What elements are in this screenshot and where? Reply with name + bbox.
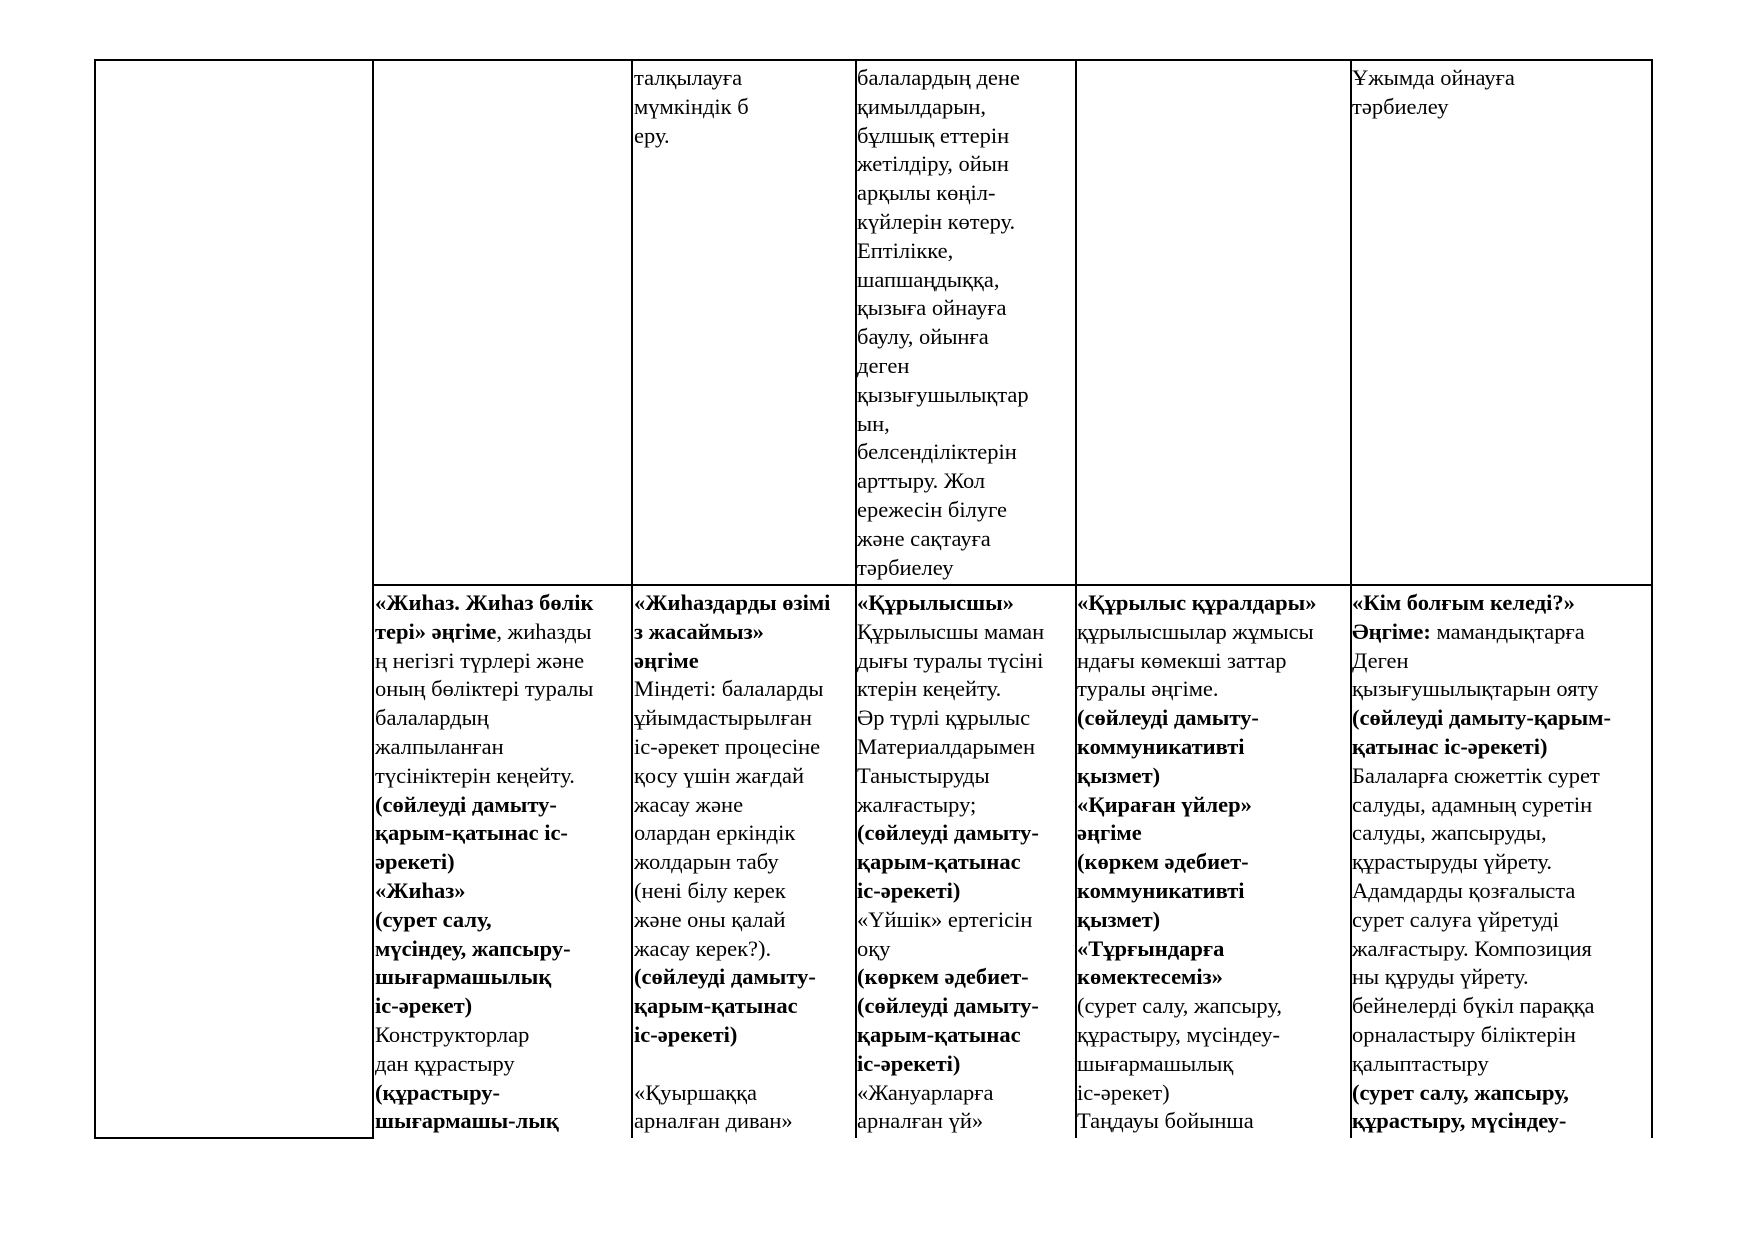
- text: Деген: [1352, 647, 1409, 673]
- bold-text: «Қираған үйлер»: [1077, 791, 1252, 817]
- text-line: [634, 1079, 854, 1108]
- text-line: [1077, 733, 1349, 762]
- text: қалыптастыру: [1352, 1050, 1489, 1076]
- text: түсініктерін кеңейту.: [375, 762, 575, 788]
- bold-text: мүсіндеу, жапсыру-: [375, 935, 571, 961]
- text-line: [375, 647, 630, 676]
- text-line: [857, 906, 1074, 935]
- text: тәрбиелеу: [1352, 93, 1449, 119]
- text-line: [375, 992, 630, 1021]
- bold-text: әңгіме: [1077, 820, 1142, 846]
- text-line: [634, 618, 854, 647]
- text: дығы туралы түсіні: [857, 647, 1044, 673]
- text-line: [375, 1079, 630, 1108]
- bold-text: (сөйлеуді дамыту-: [857, 820, 1039, 846]
- bold-text: әрекеті): [375, 849, 455, 875]
- text-line: [857, 1021, 1074, 1050]
- text: ұйымдастырылған: [634, 705, 812, 731]
- activity-cell-row2-col2: [375, 589, 630, 1138]
- bold-text: (сөйлеуді дамыту-: [634, 964, 816, 990]
- text: жолдарын табу: [634, 849, 779, 875]
- text: ережесін білуге: [857, 496, 1008, 522]
- text-line: [857, 266, 1073, 295]
- first-column-bottom-border: [94, 1137, 374, 1139]
- text: оқу: [857, 935, 891, 961]
- bold-text: қызмет): [1077, 906, 1161, 932]
- activity-cell-row1-col3: [634, 64, 852, 582]
- text-line: [1352, 992, 1650, 1021]
- bold-text: коммуникативті: [1077, 877, 1245, 903]
- bold-text: құрастыру, мүсіндеу-: [1352, 1108, 1567, 1134]
- text-line: [375, 1050, 630, 1079]
- text-line: [1077, 675, 1349, 704]
- text-line: [1077, 877, 1349, 906]
- bold-text: (сөйлеуді дамыту-қарым-: [1352, 705, 1611, 731]
- text-line: [1352, 791, 1650, 820]
- text: жалпыланған: [375, 733, 504, 759]
- table-left-border: [94, 59, 96, 1139]
- bold-text: з жасаймыз»: [634, 618, 764, 644]
- text-line: [634, 819, 854, 848]
- bold-text: (сөйлеуді дамыту-: [375, 791, 557, 817]
- text: ң негізгі түрлері және: [375, 647, 585, 673]
- column-divider-1: [372, 59, 374, 1139]
- text-line: [1077, 762, 1349, 791]
- text: туралы әңгіме.: [1077, 676, 1219, 702]
- text: арттыру. Жол: [857, 468, 986, 494]
- text-line: [634, 647, 854, 676]
- text: қимылдарын,: [857, 93, 987, 119]
- text-line: [857, 64, 1073, 93]
- text-line: [1352, 848, 1650, 877]
- text-line: [634, 704, 854, 733]
- text-line: [1352, 963, 1650, 992]
- text: және сақтауға: [857, 525, 991, 551]
- text-line: [857, 675, 1074, 704]
- text-line: [1352, 877, 1650, 906]
- text: орналастыру біліктерін: [1352, 1021, 1576, 1047]
- text-line: [857, 352, 1073, 381]
- bold-text: коммуникативті: [1077, 733, 1245, 759]
- text-line: [1352, 64, 1649, 93]
- text-line: [857, 704, 1074, 733]
- text-line: [375, 963, 630, 992]
- text: Балаларға сюжеттік сурет: [1352, 762, 1600, 788]
- text: шапшаңдыққа,: [857, 266, 1000, 292]
- text-line: [857, 93, 1073, 122]
- text: бұлшық еттерін: [857, 122, 1010, 148]
- text: жалғастыру;: [857, 791, 977, 817]
- text: мамандықтарға: [1430, 618, 1585, 644]
- text: олардан еркіндік: [634, 820, 796, 846]
- text: балалардың дене: [857, 65, 1020, 90]
- text-line: [1077, 963, 1349, 992]
- bold-text: қарым-қатынас: [857, 1021, 1021, 1047]
- text-line: [1077, 647, 1349, 676]
- text: қызығушылықтарын ояту: [1352, 676, 1599, 702]
- bold-text: (құрастыру-: [375, 1079, 501, 1105]
- text-line: [375, 877, 630, 906]
- text-line: [857, 647, 1074, 676]
- text: Таңдауы бойынша: [1077, 1108, 1254, 1134]
- text-line: [1352, 935, 1650, 964]
- activity-cell-row1-col6: [1352, 64, 1649, 582]
- bold-text: іс-әрекеті): [857, 1050, 961, 1076]
- text-line: [857, 150, 1073, 179]
- text-line: [634, 64, 852, 93]
- bold-text: іс-әрекет): [375, 993, 473, 1019]
- text-line: [634, 791, 854, 820]
- text: Құрылысшы маман: [857, 618, 1045, 644]
- text-line: [1077, 1050, 1349, 1079]
- text: «Қуыршаққа: [634, 1079, 758, 1105]
- text: Ептілікке,: [857, 237, 954, 263]
- text-line: [857, 589, 1074, 618]
- text-line: [375, 935, 630, 964]
- text-line: [1077, 906, 1349, 935]
- text: қызығушылықтар: [857, 381, 1029, 407]
- text-line: [634, 762, 854, 791]
- text-line: [634, 963, 854, 992]
- text-line: [1077, 618, 1349, 647]
- bold-text: «Жиһаздарды өзімі: [634, 590, 831, 615]
- text: дан құрастыру: [375, 1050, 515, 1076]
- text-line: [857, 618, 1074, 647]
- text-line: [1077, 704, 1349, 733]
- text: балалардың: [375, 705, 489, 731]
- bold-text: «Жиһаз»: [375, 877, 466, 903]
- text: жасау керек?).: [634, 935, 772, 961]
- text-line: [375, 762, 630, 791]
- text-line: [1077, 992, 1349, 1021]
- text-line: [375, 1021, 630, 1050]
- text-line: [1352, 819, 1650, 848]
- text: арқылы көңіл-: [857, 180, 996, 206]
- text-line: [375, 733, 630, 762]
- text: іс-әрекет): [1077, 1079, 1170, 1105]
- text-line: [857, 410, 1073, 439]
- text-line: [857, 179, 1073, 208]
- text-line: [1077, 1021, 1349, 1050]
- text: Ұжымда ойнауға: [1352, 65, 1515, 90]
- text-line: [857, 122, 1073, 151]
- text: қызыға ойнауға: [857, 295, 1007, 321]
- text-line: [1077, 1107, 1349, 1136]
- bold-text: тері» әңгіме: [375, 618, 497, 644]
- activity-cell-row1-col4: [857, 64, 1073, 582]
- text-line: [375, 675, 630, 704]
- text: жасау және: [634, 791, 744, 817]
- text-line: [857, 208, 1073, 237]
- text-line: [857, 525, 1073, 554]
- text: арналған үй»: [857, 1108, 984, 1134]
- text-line: [1352, 1021, 1650, 1050]
- text: жетілдіру, ойын: [857, 151, 1009, 177]
- text-line: [1077, 589, 1349, 618]
- table-top-border: [94, 59, 1653, 61]
- text-line: [857, 762, 1074, 791]
- text: шығармашылық: [1077, 1050, 1234, 1076]
- text-line: [857, 848, 1074, 877]
- bold-text: (сөйлеуді дамыту-: [857, 993, 1039, 1019]
- text-line: [1352, 733, 1650, 762]
- text-line: [857, 1107, 1074, 1136]
- text-line: [1077, 1079, 1349, 1108]
- text: сурет салуға үйретуді: [1352, 906, 1559, 932]
- bold-text: (көркем әдебиет-: [1077, 849, 1249, 875]
- bold-text: «Кім болғым келеді?»: [1352, 590, 1575, 615]
- text: тәрбиелеу: [857, 554, 954, 580]
- text: баулу, ойынға: [857, 324, 989, 350]
- activity-cell-row2-col4: [857, 589, 1074, 1138]
- text-line: [857, 381, 1073, 410]
- text-line: [857, 237, 1073, 266]
- text-line: [634, 93, 852, 122]
- text: Конструкторлар: [375, 1021, 530, 1047]
- text-line: [857, 1050, 1074, 1079]
- text-line: [857, 323, 1073, 352]
- text-line: [634, 675, 854, 704]
- text: Материалдарымен: [857, 733, 1036, 759]
- bold-text: қарым-қатынас: [634, 993, 798, 1019]
- bold-text: қарым-қатынас: [857, 849, 1021, 875]
- text: Таныстыруды: [857, 762, 990, 788]
- text-line: [634, 848, 854, 877]
- text-line: [634, 589, 854, 618]
- text: мүмкіндік б: [634, 93, 749, 119]
- text: бейнелерді бүкіл параққа: [1352, 993, 1595, 1019]
- text-line: [634, 992, 854, 1021]
- text-line: [634, 1050, 854, 1079]
- text-line: [375, 589, 630, 618]
- text: қосу үшін жағдай: [634, 762, 805, 788]
- text: құрастыру, мүсіндеу-: [1077, 1021, 1280, 1047]
- bold-text: шығармашылық: [375, 964, 552, 990]
- text-line: [1352, 1079, 1650, 1108]
- text-line: [1077, 935, 1349, 964]
- text-line: [1352, 762, 1650, 791]
- bold-text: «Құрылыс құралдары»: [1077, 590, 1317, 615]
- text: және оны қалай: [634, 906, 786, 932]
- bold-text: көмектесеміз»: [1077, 964, 1223, 990]
- column-divider-2: [631, 59, 633, 1138]
- text-line: [634, 877, 854, 906]
- text-line: [634, 906, 854, 935]
- text-line: [634, 733, 854, 762]
- text-line: [375, 618, 630, 647]
- bold-text: (сурет салу, жапсыру,: [1352, 1079, 1569, 1105]
- text-line: [375, 791, 630, 820]
- text-line: [1352, 618, 1650, 647]
- bold-text: «Тұрғындарға: [1077, 935, 1225, 961]
- text: арналған диван»: [634, 1108, 793, 1134]
- bold-text: Әңгіме:: [1352, 618, 1431, 644]
- text: «Үйшік» ертегісін: [857, 906, 1033, 932]
- text-line: [634, 1107, 854, 1136]
- bold-text: (көркем әдебиет-: [857, 964, 1029, 990]
- text-line: [857, 877, 1074, 906]
- text-line: [1352, 675, 1650, 704]
- activity-cell-row2-col5: [1077, 589, 1349, 1138]
- text-line: [375, 906, 630, 935]
- text-line: [1352, 647, 1650, 676]
- text: Адамдарды қозғалыста: [1352, 877, 1576, 903]
- text-line: [857, 963, 1074, 992]
- text: оның бөліктері туралы: [375, 676, 594, 702]
- bold-text: іс-әрекеті): [634, 1021, 738, 1047]
- text-line: [1352, 1107, 1650, 1136]
- text-line: [375, 819, 630, 848]
- row-divider: [373, 584, 1653, 586]
- bold-text: «Жиһаз. Жиһаз бөлік: [375, 590, 594, 615]
- text-line: [857, 1079, 1074, 1108]
- text-line: [634, 935, 854, 964]
- bold-text: қызмет): [1077, 762, 1161, 788]
- text-line: [1352, 906, 1650, 935]
- text: «Жануарларға: [857, 1079, 994, 1105]
- text-line: [857, 819, 1074, 848]
- text: ын,: [857, 410, 890, 436]
- bold-text: қарым-қатынас іс-: [375, 820, 568, 846]
- bold-text: әңгіме: [634, 647, 699, 673]
- bold-text: (сөйлеуді дамыту-: [1077, 705, 1259, 731]
- text: (нені білу керек: [634, 877, 786, 903]
- bold-text: шығармашы-лық: [375, 1108, 559, 1134]
- text: іс-әрекет процесіне: [634, 733, 821, 759]
- text-line: [857, 554, 1073, 582]
- text-line: [634, 122, 852, 151]
- text-line: [1077, 848, 1349, 877]
- text: салуды, жапсыруды,: [1352, 820, 1547, 846]
- text: ндағы көмекші заттар: [1077, 647, 1287, 673]
- text-line: [1077, 791, 1349, 820]
- bold-text: іс-әрекеті): [857, 877, 961, 903]
- text-line: [857, 294, 1073, 323]
- text: деген: [857, 352, 910, 378]
- text-line: [857, 438, 1073, 467]
- text-line: [857, 733, 1074, 762]
- text: жалғастыру. Композиция: [1352, 935, 1592, 961]
- table-right-border: [1651, 59, 1653, 1138]
- text: құрастыруды үйрету.: [1352, 849, 1553, 875]
- text-line: [1352, 1050, 1650, 1079]
- text: белсенділіктерін: [857, 439, 1017, 465]
- text: ктерін кеңейту.: [857, 676, 1002, 702]
- activity-cell-row2-col6: [1352, 589, 1650, 1138]
- text-line: [375, 704, 630, 733]
- text-line: [375, 1107, 630, 1136]
- text: құрылысшылар жұмысы: [1077, 618, 1314, 644]
- bold-text: (сурет салу,: [375, 906, 492, 932]
- text: күйлерін көтеру.: [857, 208, 1016, 234]
- text-line: [634, 1021, 854, 1050]
- text-line: [857, 467, 1073, 496]
- activity-cell-row2-col3: [634, 589, 854, 1138]
- text: Әр түрлі құрылыс: [857, 705, 1031, 731]
- text-line: [857, 992, 1074, 1021]
- bold-text: «Құрылысшы»: [857, 590, 1014, 615]
- text-line: [1077, 819, 1349, 848]
- text-line: [375, 848, 630, 877]
- text: (сурет салу, жапсыру,: [1077, 993, 1283, 1019]
- text-line: [857, 935, 1074, 964]
- text: ны құруды үйрету.: [1352, 964, 1529, 990]
- text: еру.: [634, 122, 670, 148]
- text: талқылауға: [634, 65, 743, 90]
- text-line: [1352, 704, 1650, 733]
- text-line: [1352, 93, 1649, 122]
- bold-text: қатынас іс-әрекеті): [1352, 733, 1548, 759]
- text: , жиһазды: [496, 618, 592, 644]
- text: салуды, адамның суретін: [1352, 791, 1593, 817]
- text-line: [857, 791, 1074, 820]
- text: Міндеті: балаларды: [634, 676, 824, 702]
- text-line: [857, 496, 1073, 525]
- text-line: [1352, 589, 1650, 618]
